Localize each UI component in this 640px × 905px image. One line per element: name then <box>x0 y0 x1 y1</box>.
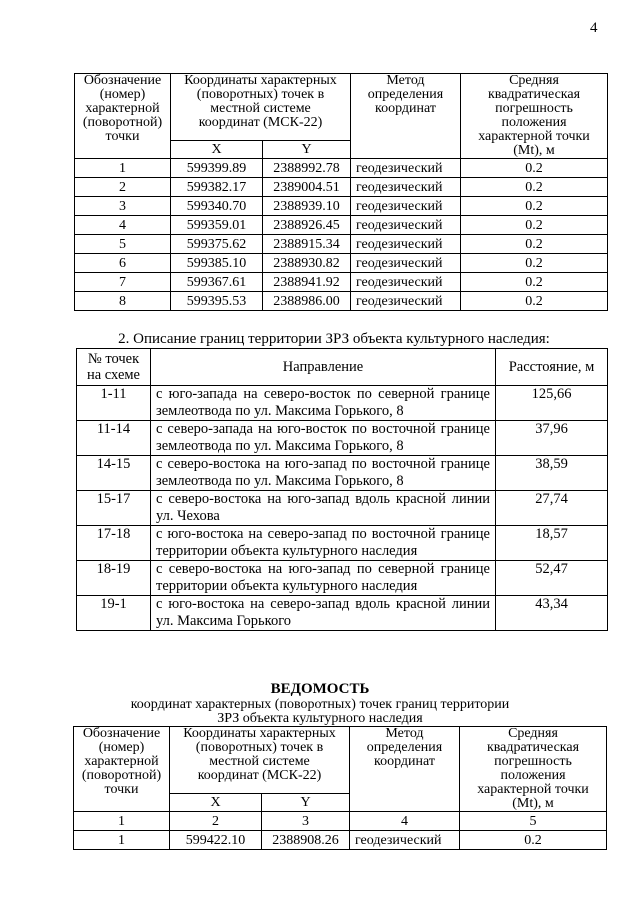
header-method-line: координат <box>375 101 436 116</box>
vedomost-subtitle-2: ЗРЗ объекта культурного наследия <box>217 711 423 726</box>
header-designation-line: Обозначение <box>82 726 161 741</box>
header-accuracy-line: (Mt), м <box>512 796 554 811</box>
column-number: 2 <box>170 812 262 831</box>
column-number: 3 <box>262 812 350 831</box>
coord-y: 2389004.51 <box>263 178 351 197</box>
points-range: 15-17 <box>77 491 151 526</box>
direction: с юго-востока на северо-запад по восточной границе территории объекта культурного наследия <box>151 526 496 561</box>
coord-y: 2388926.45 <box>263 216 351 235</box>
points-range: 19-1 <box>77 596 151 631</box>
header-method-line: определения <box>366 740 443 755</box>
coord-y: 2388915.34 <box>263 235 351 254</box>
points-range: 18-19 <box>77 561 151 596</box>
method: геодезический <box>351 197 461 216</box>
distance: 125,66 <box>496 386 608 421</box>
header-designation-line: характерной <box>84 754 159 769</box>
method: геодезический <box>351 273 461 292</box>
method: геодезический <box>351 292 461 311</box>
points-range: 11-14 <box>77 421 151 456</box>
points-range: 17-18 <box>77 526 151 561</box>
header-coordinates-line: (поворотных) точек в <box>195 740 324 755</box>
header-method-line: Метод <box>386 73 425 88</box>
header-accuracy-line: Средняя <box>509 73 559 88</box>
header-designation-line: (поворотной) <box>81 768 162 783</box>
accuracy: 0.2 <box>461 292 608 311</box>
header-coordinates <box>170 727 350 794</box>
direction: с юго-востока на северо-запад вдоль красной линии ул. Максима Горького <box>151 596 496 631</box>
coord-y: 2388986.00 <box>263 292 351 311</box>
header-x: X <box>170 793 262 811</box>
point-number: 8 <box>75 292 171 311</box>
header-coordinates-line: Координаты характерных <box>183 726 336 741</box>
distance: 27,74 <box>496 491 608 526</box>
coord-y: 2388992.78 <box>263 159 351 178</box>
column-number: 1 <box>74 812 170 831</box>
page-number: 4 <box>590 20 598 36</box>
point-number: 1 <box>74 831 170 850</box>
section-2-title: 2. Описание границ территории ЗРЗ объекта культурного наследия: <box>118 331 550 347</box>
header-y: Y <box>262 793 350 811</box>
header-method-line: Метод <box>385 726 424 741</box>
coord-x: 599399.89 <box>171 159 263 178</box>
table-row <box>77 491 608 526</box>
method: геодезический <box>350 831 460 850</box>
coord-x: 599359.01 <box>171 216 263 235</box>
direction: с северо-запада на юго-восток по восточной границе землеотвода по ул. Максима Горького, 8 <box>151 421 496 456</box>
vedomost-title: ВЕДОМОСТЬ <box>270 681 370 697</box>
coordinates-table-2 <box>73 726 607 850</box>
header-designation-line: Обозначение <box>83 73 162 88</box>
distance: 52,47 <box>496 561 608 596</box>
header-coordinates-line: координат (МСК-22) <box>198 115 323 130</box>
coord-x: 599422.10 <box>170 831 262 850</box>
header-method-line: определения <box>367 87 444 102</box>
column-numbers-row <box>74 812 607 831</box>
header-x: X <box>171 140 263 158</box>
header-coordinates-line: координат (МСК-22) <box>197 768 322 783</box>
table-row <box>75 178 608 197</box>
header-points-line: № точек <box>87 351 140 367</box>
header-designation-line: (номер) <box>99 87 146 102</box>
method: геодезический <box>351 254 461 273</box>
header-coordinates-line: местной системе <box>209 754 310 769</box>
point-number: 1 <box>75 159 171 178</box>
header-accuracy <box>461 74 608 159</box>
table-row <box>75 254 608 273</box>
header-designation-line: точки <box>104 782 139 797</box>
table-row <box>77 561 608 596</box>
coord-x: 599395.53 <box>171 292 263 311</box>
table-row <box>77 526 608 561</box>
header-designation <box>74 727 170 812</box>
coord-x: 599385.10 <box>171 254 263 273</box>
accuracy: 0.2 <box>460 831 607 850</box>
direction: с северо-востока на юго-запад вдоль красной линии ул. Чехова <box>151 491 496 526</box>
coord-y: 2388908.26 <box>262 831 350 850</box>
direction: с северо-востока на юго-запад по восточной границе землеотвода по ул. Максима Горького, 8 <box>151 456 496 491</box>
header-accuracy-line: погрешность <box>495 101 573 116</box>
coord-x: 599382.17 <box>171 178 263 197</box>
table-row <box>77 386 608 421</box>
boundary-description-table <box>76 348 608 631</box>
header-designation-line: характерной <box>85 101 160 116</box>
direction: с юго-запада на северо-восток по северной границе землеотвода по ул. Максима Горького, 8 <box>151 386 496 421</box>
method: геодезический <box>351 159 461 178</box>
header-direction: Направление <box>151 349 496 386</box>
header-method <box>351 74 461 159</box>
point-number: 4 <box>75 216 171 235</box>
method: геодезический <box>351 178 461 197</box>
header-accuracy-line: положения <box>500 768 566 783</box>
column-number: 4 <box>350 812 460 831</box>
point-number: 3 <box>75 197 171 216</box>
point-number: 6 <box>75 254 171 273</box>
header-accuracy-line: квадратическая <box>486 740 580 755</box>
accuracy: 0.2 <box>461 197 608 216</box>
accuracy: 0.2 <box>461 178 608 197</box>
header-accuracy <box>460 727 607 812</box>
table-row <box>75 273 608 292</box>
header-accuracy-line: Средняя <box>508 726 558 741</box>
point-number: 2 <box>75 178 171 197</box>
header-designation <box>75 74 171 159</box>
points-range: 1-11 <box>77 386 151 421</box>
header-accuracy-line: характерной точки <box>478 129 590 144</box>
header-accuracy-line: квадратическая <box>487 87 581 102</box>
header-coordinates-line: местной системе <box>210 101 311 116</box>
point-number: 5 <box>75 235 171 254</box>
header-accuracy-line: характерной точки <box>477 782 589 797</box>
header-points-line: на схеме <box>86 367 140 383</box>
header-designation-line: (номер) <box>98 740 145 755</box>
accuracy: 0.2 <box>461 273 608 292</box>
header-coordinates-line: Координаты характерных <box>184 73 337 88</box>
coord-x: 599375.62 <box>171 235 263 254</box>
header-designation-line: точки <box>105 129 140 144</box>
coordinates-table-1 <box>74 73 608 311</box>
distance: 43,34 <box>496 596 608 631</box>
coord-x: 599340.70 <box>171 197 263 216</box>
coord-y: 2388930.82 <box>263 254 351 273</box>
coord-y: 2388941.92 <box>263 273 351 292</box>
point-number: 7 <box>75 273 171 292</box>
table-row <box>77 456 608 491</box>
table-row <box>77 421 608 456</box>
accuracy: 0.2 <box>461 159 608 178</box>
header-accuracy-line: положения <box>501 115 567 130</box>
table-row <box>75 292 608 311</box>
points-range: 14-15 <box>77 456 151 491</box>
header-distance: Расстояние, м <box>496 349 608 386</box>
table-row <box>75 197 608 216</box>
header-coordinates-line: (поворотных) точек в <box>196 87 325 102</box>
table-row <box>75 159 608 178</box>
header-method <box>350 727 460 812</box>
header-accuracy-line: погрешность <box>494 754 572 769</box>
method: геодезический <box>351 235 461 254</box>
accuracy: 0.2 <box>461 254 608 273</box>
table-row <box>75 216 608 235</box>
method: геодезический <box>351 216 461 235</box>
distance: 18,57 <box>496 526 608 561</box>
header-points <box>77 349 151 386</box>
table-row <box>74 831 607 850</box>
table-row <box>75 235 608 254</box>
distance: 38,59 <box>496 456 608 491</box>
direction: с северо-востока на юго-запад по северной границе территории объекта культурного наследия <box>151 561 496 596</box>
header-coordinates <box>171 74 351 141</box>
header-designation-line: (поворотной) <box>82 115 163 130</box>
table-row <box>77 596 608 631</box>
accuracy: 0.2 <box>461 235 608 254</box>
vedomost-subtitle-1: координат характерных (поворотных) точек границ территории <box>130 697 510 712</box>
header-y: Y <box>263 140 351 158</box>
header-accuracy-line: (Mt), м <box>513 143 555 158</box>
column-number: 5 <box>460 812 607 831</box>
accuracy: 0.2 <box>461 216 608 235</box>
coord-x: 599367.61 <box>171 273 263 292</box>
distance: 37,96 <box>496 421 608 456</box>
coord-y: 2388939.10 <box>263 197 351 216</box>
header-method-line: координат <box>374 754 435 769</box>
